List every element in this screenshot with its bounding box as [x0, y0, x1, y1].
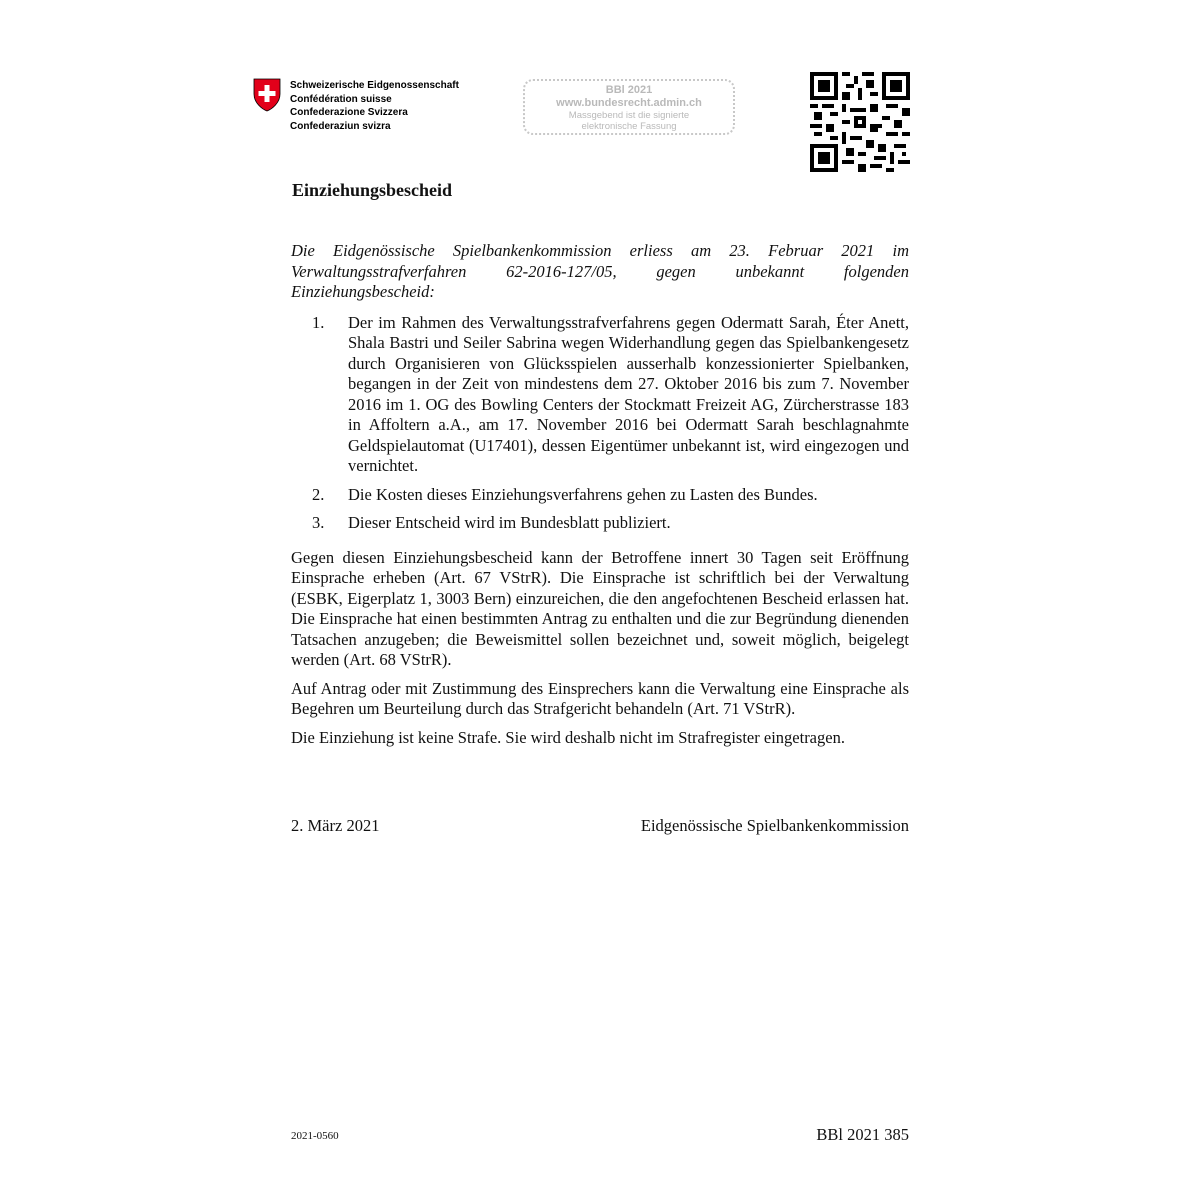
qr-code-icon — [810, 72, 910, 172]
list-item-text: Die Kosten dieses Einziehungsverfahrens gehen zu Lasten des Bundes. — [348, 484, 818, 504]
list-item — [291, 513, 909, 534]
register-paragraph: Die Einziehung ist keine Strafe. Sie wird deshalb nicht im Strafregister eingetragen. — [291, 727, 845, 747]
document-title: Einziehungsbescheid — [292, 180, 453, 200]
document-id: 2021-0560 — [291, 1130, 339, 1142]
document-body — [291, 241, 909, 748]
issue-date: 2. März 2021 — [291, 816, 380, 835]
publication-stamp — [523, 79, 735, 135]
agency-name-fr: Confédération suisse — [290, 93, 392, 105]
gazette-reference: BBl 2021 385 — [816, 1125, 909, 1144]
decision-list — [291, 313, 909, 534]
agency-names — [290, 79, 459, 133]
stamp-line-2: www.bundesrecht.admin.ch — [556, 97, 702, 109]
list-item — [291, 485, 909, 506]
list-item-number: 2. — [312, 484, 325, 504]
issuing-authority: Eidgenössische Spielbankenkommission — [640, 816, 909, 835]
agency-name-de: Schweizerische Eidgenossenschaft — [290, 80, 459, 91]
list-item-text: Dieser Entscheid wird im Bundesblatt publiziert. — [348, 513, 671, 532]
swiss-shield-icon — [252, 78, 282, 112]
intro-paragraph: Die Eidgenössische Spielbankenkommission erliess am 23. Februar 2021 im Verwaltungsstrafverfahren 62-2016-127/05, gegen unbekannt folgenden Einziehungsbescheid: — [291, 241, 909, 301]
list-item — [291, 313, 909, 477]
stamp-line-1: BBl 2021 — [605, 84, 653, 96]
agency-name-it: Confederazione Svizzera — [290, 107, 408, 118]
agency-name-rm: Confederaziun svizra — [290, 120, 391, 132]
court-paragraph: Auf Antrag oder mit Zustimmung des Einsprechers kann die Verwaltung eine Einsprache als Begehren um Beurteilung durch das Strafgericht behandeln (Art. 71 VStrR). — [291, 678, 909, 718]
swiss-confederation-logo — [252, 78, 459, 133]
appeal-paragraph: Gegen diesen Einziehungsbescheid kann der Betroffene innert 30 Tagen seit Eröffnung Einsprache erheben (Art. 67 VStrR). Die Einsprache ist schriftlich bei der Verwaltung (ESBK, Eigerplatz 1, 3003 Bern) einzureichen, die den angefochtenen Bescheid erlassen hat. Die Einsprache hat einen bestimmten Antrag zu enthalten und die zur Begründung dienenden Tatsachen anzugeben; die Beweismittel sollen bezeichnet und, soweit möglich, beigelegt werden (Art. 68 VStrR). — [291, 547, 909, 669]
list-item-number: 1. — [312, 312, 325, 332]
list-item-number: 3. — [312, 513, 325, 532]
stamp-line-3: Massgebend ist die signierte — [568, 110, 690, 121]
stamp-line-4: elektronische Fassung — [581, 121, 677, 132]
list-item-text: Der im Rahmen des Verwaltungsstrafverfahrens gegen Odermatt Sarah, Éter Anett, Shala Bastri und Seiler Sabrina wegen Widerhandlung gegen das Spielbankengesetz durch Organisieren von Glücksspielen ausserhalb konzessionierter Spielbanken, begangen in der Zeit von mindestens dem 27. Oktober 2016 bis zum 7. November 2016 im 1. OG des Bowling Centers der Stockmatt Freizeit AG, Zürcherstrasse 183 in Affoltern a.A., am 17. November 2016 bei Odermatt Sarah beschlagnahmte Geldspielautomat (U17401), dessen Eigentümer unbekannt ist, wird eingezogen und vernichtet. — [348, 312, 909, 475]
